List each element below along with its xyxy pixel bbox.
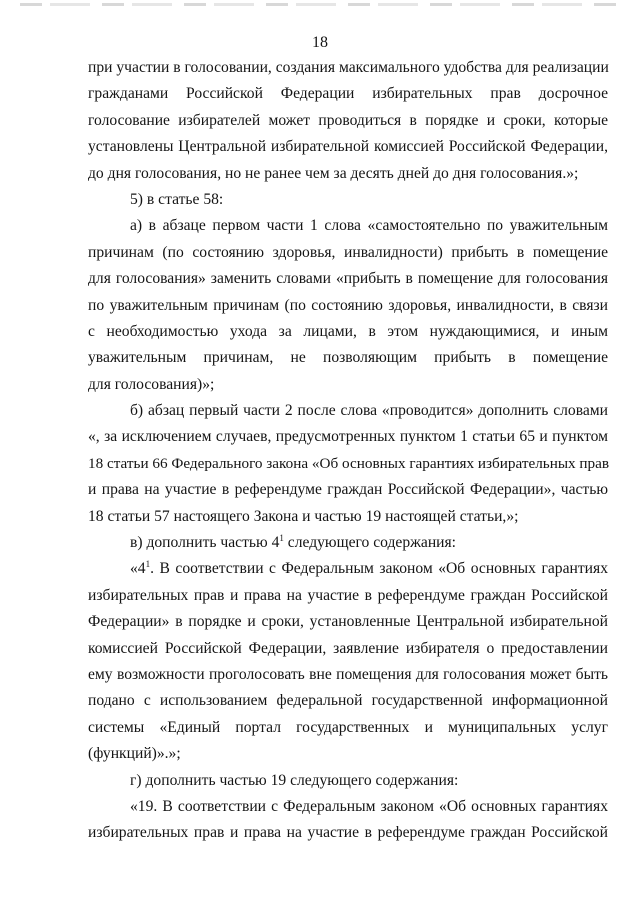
- text-segment: следующего содержания:: [283, 534, 457, 552]
- document-body: [88, 55, 608, 847]
- text-line: избирательных прав и права на участие в референдуме граждан Российской: [88, 586, 608, 604]
- page-number: 18: [312, 34, 328, 51]
- text-line: [88, 556, 608, 582]
- text-line: установлены Центральной избирательной комиссией Российской Федерации,: [88, 138, 608, 156]
- text-line: б) абзац первый части 2 после слова «проводится» дополнить словами: [130, 402, 608, 420]
- superscript: 1: [279, 533, 284, 544]
- superscript: 1: [145, 559, 151, 570]
- text-segment: в) дополнить частью 4: [130, 534, 280, 552]
- text-line: гражданами Российской Федерации избирательных прав досрочное: [88, 85, 608, 103]
- text-line: 18 статьи 57 настоящего Закона и частью 19 настоящей статьи,»;: [88, 507, 519, 525]
- text-line: ему возможности проголосовать вне помещения для голосования может быть: [88, 665, 608, 683]
- text-segment: «4: [130, 560, 146, 578]
- text-line: при участии в голосовании, создания максимального удобства для реализации: [88, 59, 609, 76]
- text-line: 5) в статье 58:: [130, 190, 224, 208]
- text-line: (функций)».»;: [88, 745, 181, 763]
- text-line: для голосования)»;: [88, 375, 215, 393]
- text-line: причинам (по состоянию здоровья, инвалидности) прибыть в помещение: [88, 243, 608, 261]
- text-line: избирательных прав и права на участие в референдуме граждан Российской: [88, 824, 608, 842]
- text-line: «, за исключением случаев, предусмотренных пунктом 1 статьи 65 и пунктом: [88, 428, 608, 446]
- text-line: до дня голосования, но не ранее чем за десять дней до дня голосования.»;: [88, 164, 579, 182]
- text-line: уважительным причинам, не позволяющим прибыть в помещение: [88, 349, 608, 367]
- text-segment: . В соответствии с Федеральным законом «Об основных гарантиях: [150, 560, 608, 578]
- text-line: г) дополнить частью 19 следующего содержания:: [130, 771, 459, 789]
- text-line: комиссией Российской Федерации, заявление избирателя о предоставлении: [88, 639, 608, 657]
- text-line: «19. В соответствии с Федеральным законом «Об основных гарантиях: [130, 797, 608, 815]
- text-line: для голосования» заменить словами «прибыть в помещение для голосования: [88, 270, 608, 288]
- text-line: по уважительным причинам (по состоянию здоровья, инвалидности, в связи: [88, 296, 608, 314]
- text-line: Федерации» в порядке и сроки, установленные Центральной избирательной: [88, 613, 608, 631]
- text-line: 18 статьи 66 Федерального закона «Об основных гарантиях избирательных прав: [88, 454, 610, 472]
- text-line: голосование избирателей может проводиться в порядке и сроки, которые: [88, 111, 608, 129]
- text-line: подано с использованием федеральной государственной информационной: [88, 692, 608, 710]
- text-line: с необходимостью ухода за лицами, в этом нуждающимися, и иным: [88, 322, 608, 340]
- text-line: системы «Единый портал государственных и муниципальных услуг: [88, 718, 608, 736]
- text-line: и права на участие в референдуме граждан Российской Федерации», частью: [88, 481, 608, 499]
- text-line: а) в абзаце первом части 1 слова «самостоятельно по уважительным: [130, 217, 608, 235]
- text-line: [88, 530, 608, 556]
- scan-artifact: [20, 3, 620, 6]
